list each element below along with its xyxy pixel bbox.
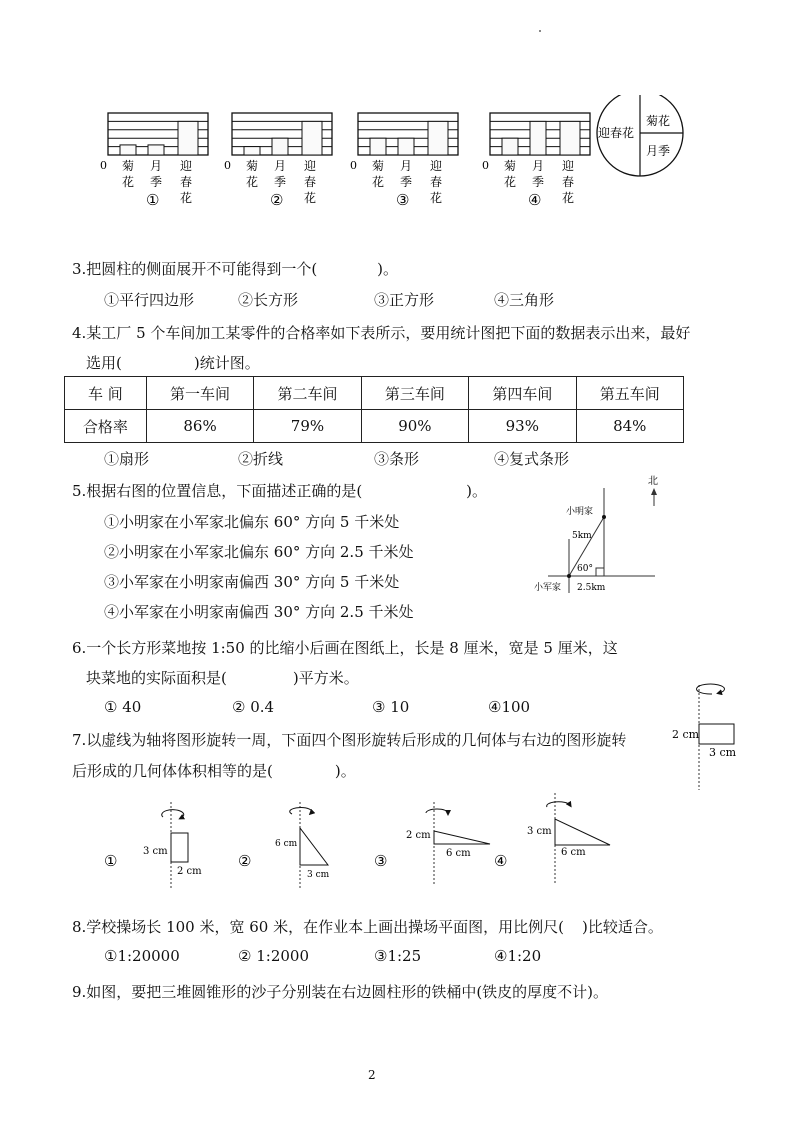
q8-option-1: ①1:20000: [104, 947, 180, 965]
triangle-shape: [300, 828, 328, 865]
table-cell: 84%: [576, 410, 683, 443]
q7-stem2: 后形成的几何体体积相等的是(: [72, 762, 273, 780]
page-number: 2: [368, 1068, 376, 1082]
q8-stem-end: )比较适合。: [581, 918, 663, 936]
category-label: 春: [562, 175, 575, 189]
category-label: 月: [274, 159, 287, 173]
q5-option-2: ②小明家在小军家北偏东 60° 方向 2.5 千米处: [104, 543, 414, 561]
rotation-arrow-icon: [696, 684, 724, 694]
rectangle-shape: [171, 833, 188, 862]
category-label: 春: [304, 175, 317, 189]
category-label: 月: [532, 159, 545, 173]
table-cell: 79%: [254, 410, 361, 443]
chart-number-label: ④: [528, 191, 542, 209]
angle-label: 60°: [577, 564, 593, 574]
q8-option-4: ④1:20: [494, 947, 542, 965]
category-label: 花: [246, 175, 259, 189]
category-label: 季: [400, 175, 413, 189]
category-label: 季: [150, 175, 163, 189]
chart-number-label: ②: [270, 191, 284, 209]
q4-stem2-end: )统计图。: [193, 354, 260, 372]
category-label: 迎: [430, 159, 443, 173]
table-cell: 第四车间: [469, 377, 576, 410]
ref-width-label: 3 cm: [709, 746, 737, 759]
q4-option-3: ③条形: [374, 450, 420, 468]
reference-rectangle-figure: [672, 684, 737, 790]
axis-zero-label: 0: [100, 159, 107, 172]
q8-option-3: ③1:25: [374, 947, 422, 965]
figure-1-height: 3 cm: [143, 846, 168, 857]
q8-option-2: ② 1:2000: [238, 947, 309, 965]
category-label: 菊: [122, 159, 135, 173]
category-label: 月: [150, 159, 163, 173]
xiaojun-label: 小军家: [534, 583, 562, 593]
category-label: 菊: [372, 159, 385, 173]
q3-option-1: ①平行四边形: [104, 291, 195, 309]
q3-stem-end: )。: [377, 260, 399, 278]
axis-zero-label: 0: [482, 159, 489, 172]
figure-1-label: ①: [104, 852, 118, 870]
chart-number-label: ①: [146, 191, 160, 209]
category-label: 菊: [246, 159, 259, 173]
figure-1: [104, 802, 202, 888]
q3-option-3: ③正方形: [374, 291, 435, 309]
q5-option-3: ③小军家在小明家南偏西 30° 方向 5 千米处: [104, 573, 400, 591]
rotation-arrow-icon: [426, 809, 448, 813]
pie-slice-label: 迎春花: [598, 126, 635, 140]
category-label: 季: [274, 175, 287, 189]
category-label: 季: [532, 175, 545, 189]
table-cell: 90%: [361, 410, 468, 443]
category-label: 月: [400, 159, 413, 173]
category-label: 迎: [562, 159, 575, 173]
ref-height-label: 2 cm: [672, 728, 700, 741]
q4-option-4: ④复式条形: [494, 450, 570, 468]
chart-number-label: ③: [396, 191, 410, 209]
q7-stem2-end: )。: [334, 762, 356, 780]
q4-option-2: ②折线: [238, 450, 284, 468]
category-label: 迎: [180, 159, 193, 173]
figure-4-label: ④: [494, 852, 508, 870]
category-label: 菊: [504, 159, 517, 173]
q3-option-2: ②长方形: [238, 291, 299, 309]
q8-stem-text: 8.学校操场长 100 米，宽 60 米，在作业本上画出操场平面图，用比例尺(: [72, 918, 564, 936]
table-cell: 合格率: [65, 410, 147, 443]
q5-option-1: ①小明家在小军家北偏东 60° 方向 5 千米处: [104, 513, 400, 531]
north-label: 北: [648, 476, 658, 487]
table-cell: 86%: [146, 410, 253, 443]
q6-stem: 6.一个长方形菜地按 1:50 的比缩小后画在图纸上，长是 8 厘米，宽是 5 厘米，这: [72, 639, 618, 657]
triangle-shape: [555, 819, 610, 845]
figure-4-width: 6 cm: [561, 847, 586, 858]
category-label: 花: [372, 175, 385, 189]
figure-3-width: 6 cm: [446, 848, 471, 859]
figure-3-label: ③: [374, 852, 388, 870]
rotation-arrow-icon: [162, 810, 184, 818]
q3-stem-text: 3.把圆柱的侧面展开不可能得到一个(: [72, 260, 318, 278]
q7-stem: 7.以虚线为轴将图形旋转一周，下面四个图形旋转后形成的几何体与右边的图形旋转: [72, 731, 627, 749]
axis-zero-label: 0: [350, 159, 357, 172]
table-cell: 第一车间: [146, 377, 253, 410]
category-label: 花: [562, 191, 575, 205]
figure-3: [374, 802, 490, 885]
figure-4: [494, 793, 610, 885]
category-label: 花: [180, 191, 193, 205]
table-cell: 第二车间: [254, 377, 361, 410]
q6-option-4: ④100: [488, 698, 531, 716]
category-label: 花: [122, 175, 135, 189]
rotation-arrow-icon: [547, 802, 570, 807]
category-label: 花: [430, 191, 443, 205]
q6-stem2: 块菜地的实际面积是(: [86, 669, 227, 687]
figure-2-width: 3 cm: [307, 870, 330, 880]
q4-option-1: ①扇形: [104, 450, 150, 468]
q6-option-2: ② 0.4: [232, 698, 275, 716]
category-label: 花: [504, 175, 517, 189]
table-cell: 93%: [469, 410, 576, 443]
q3-option-4: ④三角形: [494, 291, 555, 309]
rotation-arrow-icon: [290, 808, 312, 814]
category-label: 春: [430, 175, 443, 189]
q9-stem: 9.如图，要把三堆圆锥形的沙子分别装在右边圆柱形的铁桶中(铁皮的厚度不计)。: [72, 983, 609, 1001]
q5-stem-end: )。: [466, 482, 488, 500]
figure-1-width: 2 cm: [177, 866, 202, 877]
q6-stem2-end: )平方米。: [292, 669, 359, 687]
distance-label: 5km: [572, 531, 592, 541]
axis-zero-label: 0: [224, 159, 231, 172]
q6-option-3: ③ 10: [372, 698, 410, 716]
figure-3-height: 2 cm: [406, 830, 431, 841]
table-cell: 车 间: [65, 377, 147, 410]
triangle-shape: [434, 831, 490, 844]
figure-2-label: ②: [238, 852, 252, 870]
q4-stem2: 选用(: [86, 354, 122, 372]
base-label: 2.5km: [577, 583, 606, 593]
figure-4-height: 3 cm: [527, 826, 552, 837]
q4-stem: 4.某工厂 5 个车间加工某零件的合格率如下表所示，要用统计图把下面的数据表示出来，最好: [72, 324, 691, 342]
q6-option-1: ① 40: [104, 698, 142, 716]
q5-stem-text: 5.根据右图的位置信息，下面描述正确的是(: [72, 482, 363, 500]
q8-stem: [72, 916, 663, 937]
figure-2: [238, 802, 330, 888]
category-label: 花: [304, 191, 317, 205]
category-label: 迎: [304, 159, 317, 173]
pie-slice-label: 菊花: [646, 114, 671, 128]
reference-rectangle: [699, 724, 734, 744]
category-label: 春: [180, 175, 193, 189]
xiaoming-label: 小明家: [566, 507, 594, 517]
table-cell: 第三车间: [361, 377, 468, 410]
pie-slice-label: 月季: [646, 144, 671, 158]
table-cell: 第五车间: [576, 377, 683, 410]
q5-option-4: ④小军家在小明家南偏西 30° 方向 2.5 千米处: [104, 603, 414, 621]
figure-2-height: 6 cm: [275, 839, 298, 849]
